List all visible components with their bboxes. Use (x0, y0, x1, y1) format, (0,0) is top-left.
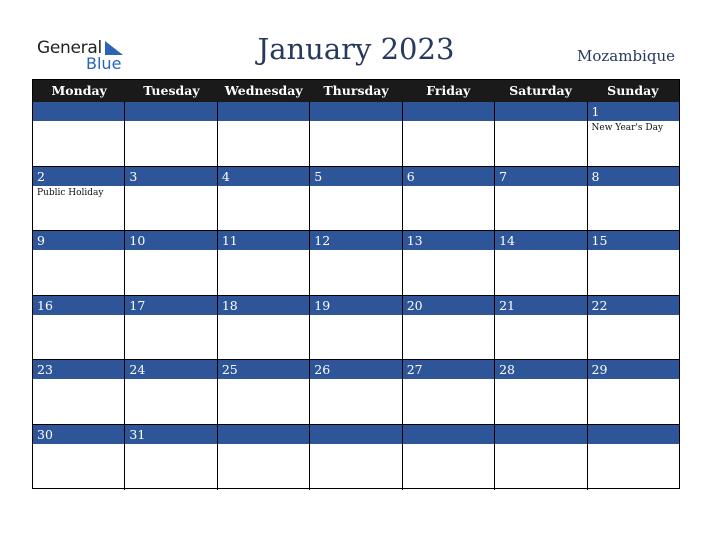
day-cell[interactable] (125, 167, 217, 232)
week-row (33, 425, 679, 490)
weekday-thursday: Thursday (323, 83, 389, 98)
day-cell[interactable] (125, 360, 217, 425)
day-number: 24 (125, 360, 216, 379)
day-cell[interactable] (403, 167, 495, 232)
day-number: 16 (33, 296, 124, 315)
holiday-label (125, 186, 216, 188)
day-number: 12 (310, 231, 401, 250)
country-label: Mozambique (577, 47, 675, 65)
holiday-label (495, 250, 586, 252)
holiday-label (33, 444, 124, 446)
holiday-label (495, 379, 586, 381)
day-number: 15 (588, 231, 679, 250)
holiday-label (403, 121, 494, 123)
day-number: 1 (588, 102, 679, 121)
day-number: 22 (588, 296, 679, 315)
holiday-label (218, 315, 309, 317)
day-cell[interactable] (33, 360, 125, 425)
day-cell[interactable] (218, 167, 310, 232)
holiday-label: Public Holiday (37, 187, 104, 198)
weekday-monday: Monday (51, 83, 107, 98)
holiday-label (125, 315, 216, 317)
holiday-label (588, 315, 679, 317)
day-cell[interactable] (588, 102, 679, 167)
day-number (125, 102, 216, 121)
day-cell[interactable] (33, 167, 125, 232)
logo-text-general: General (37, 38, 102, 58)
day-cell[interactable] (588, 231, 679, 296)
day-cell[interactable] (403, 102, 495, 167)
calendar-grid (32, 79, 680, 489)
day-number (310, 102, 401, 121)
weekday-tuesday: Tuesday (143, 83, 200, 98)
holiday-label (403, 186, 494, 188)
day-cell[interactable] (403, 360, 495, 425)
day-number: 20 (403, 296, 494, 315)
holiday-label (588, 379, 679, 381)
holiday-label (218, 186, 309, 188)
day-number: 11 (218, 231, 309, 250)
day-number (403, 425, 494, 444)
day-number (218, 425, 309, 444)
day-cell[interactable] (495, 360, 587, 425)
holiday-label (33, 250, 124, 252)
holiday-label (310, 186, 401, 188)
day-cell[interactable] (33, 102, 125, 167)
holiday-label (125, 379, 216, 381)
day-number: 9 (33, 231, 124, 250)
day-cell[interactable] (403, 296, 495, 361)
day-cell[interactable] (218, 231, 310, 296)
holiday-label (495, 186, 586, 188)
holiday-label (33, 121, 124, 123)
holiday-label (33, 379, 124, 381)
holiday-label (403, 315, 494, 317)
day-number: 7 (495, 167, 586, 186)
day-cell[interactable] (125, 102, 217, 167)
day-cell[interactable] (218, 296, 310, 361)
day-cell[interactable] (33, 425, 125, 490)
day-number: 5 (310, 167, 401, 186)
holiday-label (403, 379, 494, 381)
day-number: 14 (495, 231, 586, 250)
day-cell[interactable] (218, 102, 310, 167)
weekday-friday: Friday (426, 83, 471, 98)
week-row (33, 296, 679, 361)
holiday-label (218, 379, 309, 381)
day-number (588, 425, 679, 444)
day-number: 10 (125, 231, 216, 250)
logo-text-blue: Blue (86, 54, 122, 73)
day-cell[interactable] (310, 102, 402, 167)
day-number: 25 (218, 360, 309, 379)
holiday-label (218, 444, 309, 446)
day-cell[interactable] (33, 231, 125, 296)
day-number: 30 (33, 425, 124, 444)
day-cell[interactable] (218, 360, 310, 425)
holiday-label (125, 121, 216, 123)
day-cell[interactable] (310, 360, 402, 425)
week-row (33, 167, 679, 232)
holiday-label (310, 121, 401, 123)
day-cell[interactable] (588, 167, 679, 232)
holiday-label: New Year's Day (591, 123, 664, 133)
holiday-label (310, 444, 401, 446)
header (0, 0, 712, 78)
day-number: 8 (588, 167, 679, 186)
holiday-label (218, 250, 309, 252)
day-number: 19 (310, 296, 401, 315)
day-cell[interactable] (403, 425, 495, 490)
holiday-label (495, 444, 586, 446)
day-cell[interactable] (218, 425, 310, 490)
day-number (33, 102, 124, 121)
day-number: 3 (125, 167, 216, 186)
day-cell[interactable] (403, 231, 495, 296)
day-cell[interactable] (310, 167, 402, 232)
day-cell[interactable] (495, 231, 587, 296)
holiday-label (218, 121, 309, 123)
day-number: 18 (218, 296, 309, 315)
day-number: 2 (33, 167, 124, 186)
day-number (495, 102, 586, 121)
holiday-label (310, 379, 401, 381)
day-number (495, 425, 586, 444)
day-cell[interactable] (310, 425, 402, 490)
day-number: 21 (495, 296, 586, 315)
holiday-label (588, 186, 679, 188)
week-row (33, 231, 679, 296)
holiday-label (125, 250, 216, 252)
day-number: 27 (403, 360, 494, 379)
day-cell[interactable] (495, 296, 587, 361)
day-cell[interactable] (310, 296, 402, 361)
holiday-label (495, 121, 586, 123)
day-cell[interactable] (495, 167, 587, 232)
day-cell[interactable] (588, 296, 679, 361)
holiday-label (33, 315, 124, 317)
day-cell[interactable] (33, 296, 125, 361)
weekday-saturday: Saturday (509, 83, 572, 98)
holiday-label (588, 444, 679, 446)
day-cell[interactable] (495, 425, 587, 490)
holiday-label (310, 315, 401, 317)
day-number: 13 (403, 231, 494, 250)
day-number: 29 (588, 360, 679, 379)
weekday-sunday: Sunday (607, 83, 659, 98)
holiday-label (125, 444, 216, 446)
day-cell[interactable] (125, 231, 217, 296)
day-cell[interactable] (310, 231, 402, 296)
week-row (33, 102, 679, 167)
day-cell[interactable] (588, 360, 679, 425)
holiday-label (588, 250, 679, 252)
day-number (403, 102, 494, 121)
day-cell[interactable] (125, 296, 217, 361)
day-cell[interactable] (495, 102, 587, 167)
holiday-label (310, 250, 401, 252)
day-number: 26 (310, 360, 401, 379)
day-number (218, 102, 309, 121)
day-number: 17 (125, 296, 216, 315)
weeks-container (33, 102, 679, 490)
calendar-title: January 2023 (257, 32, 455, 66)
day-number (310, 425, 401, 444)
day-number: 4 (218, 167, 309, 186)
weekday-header-row (33, 80, 679, 102)
holiday-label (495, 315, 586, 317)
week-row (33, 360, 679, 425)
day-cell[interactable] (588, 425, 679, 490)
day-number: 31 (125, 425, 216, 444)
weekday-wednesday: Wednesday (224, 83, 303, 98)
holiday-label (403, 250, 494, 252)
day-number: 28 (495, 360, 586, 379)
holiday-label (403, 444, 494, 446)
day-number: 23 (33, 360, 124, 379)
day-number: 6 (403, 167, 494, 186)
day-cell[interactable] (125, 425, 217, 490)
